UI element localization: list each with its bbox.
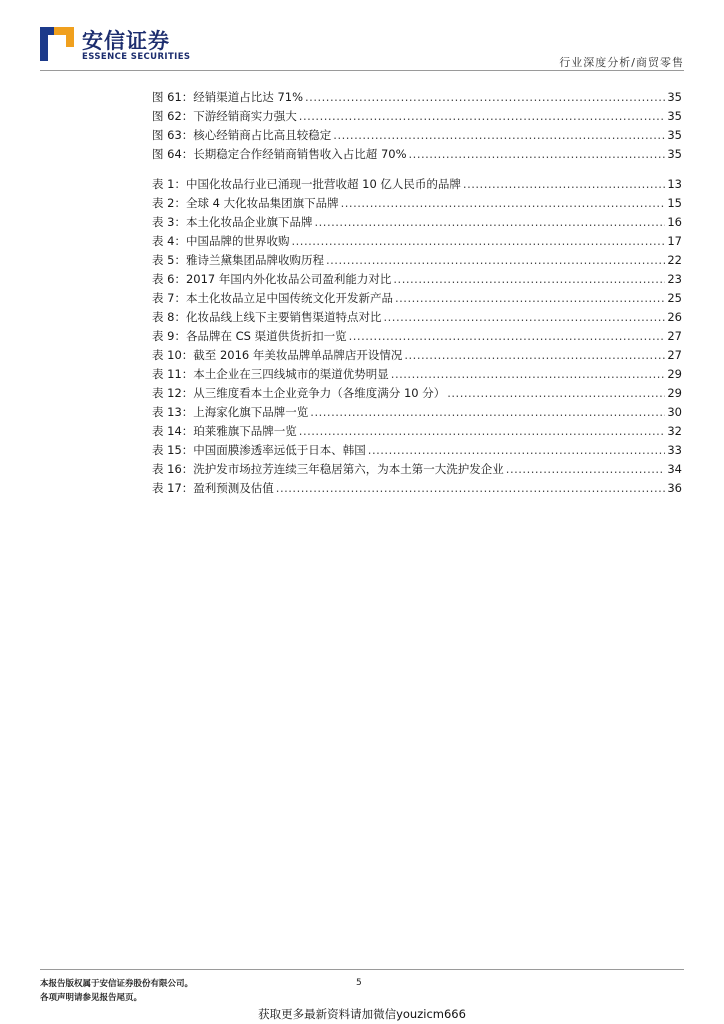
- toc-leader-dots: [393, 272, 665, 286]
- toc-entry-page: 35: [667, 147, 682, 161]
- toc-entry-label: 表 8：化妆品线上线下主要销售渠道特点对比: [152, 310, 382, 324]
- toc-entry-page: 27: [667, 348, 682, 362]
- toc-entry-page: 15: [667, 196, 682, 210]
- toc-leader-dots: [463, 177, 665, 191]
- footer-divider: [40, 969, 684, 970]
- toc-leader-dots: [314, 215, 665, 229]
- toc-entry-page: 35: [667, 109, 682, 123]
- essence-logo-icon: [40, 27, 74, 61]
- toc-entry-page: 22: [667, 253, 682, 267]
- copyright-notice: [40, 977, 193, 1005]
- toc-entry-figure[interactable]: [152, 146, 682, 165]
- toc-leader-dots: [391, 367, 666, 381]
- toc-entry-label: 表 6：2017 年国内外化妆品公司盈利能力对比: [152, 272, 392, 286]
- toc-entry-table[interactable]: [152, 233, 682, 252]
- toc-leader-dots: [310, 405, 665, 419]
- toc-entry-label: 表 4：中国品牌的世界收购: [152, 234, 290, 248]
- toc-entry-table[interactable]: [152, 176, 682, 195]
- toc-entry-figure[interactable]: [152, 108, 682, 127]
- toc-entry-page: 33: [667, 443, 682, 457]
- toc-entry-table[interactable]: [152, 195, 682, 214]
- toc-entry-table[interactable]: [152, 385, 682, 404]
- toc-entry-page: 35: [667, 90, 682, 104]
- toc-entry-label: 图 61：经销渠道占比达 71%: [152, 90, 304, 104]
- toc-entry-page: 36: [667, 481, 682, 495]
- toc-entry-page: 34: [667, 462, 682, 476]
- toc-entry-table[interactable]: [152, 442, 682, 461]
- toc-entry-page: 13: [667, 177, 682, 191]
- toc-entry-table[interactable]: [152, 347, 682, 366]
- toc-entry-table[interactable]: [152, 290, 682, 309]
- toc-entry-label: 图 63：核心经销商占比高且较稳定: [152, 128, 332, 142]
- toc-leader-dots: [341, 196, 666, 210]
- toc-entry-figure[interactable]: [152, 89, 682, 108]
- toc-entry-label: 表 16：洗护发市场拉芳连续三年稳居第六，为本土第一大洗护发企业: [152, 462, 504, 476]
- toc-leader-dots: [349, 329, 666, 343]
- figure-list: [152, 89, 682, 165]
- toc-leader-dots: [291, 234, 665, 248]
- logo-chinese-name: 安信证券: [82, 29, 170, 53]
- toc-leader-dots: [395, 291, 665, 305]
- toc-entry-page: 32: [667, 424, 682, 438]
- toc-entry-label: 图 64：长期稳定合作经销商销售收入占比超 70%: [152, 147, 407, 161]
- toc-entry-page: 17: [667, 234, 682, 248]
- toc-leader-dots: [409, 147, 666, 161]
- table-list: [152, 176, 682, 499]
- toc-entry-page: 16: [667, 215, 682, 229]
- table-of-contents: [152, 89, 682, 499]
- toc-entry-page: 27: [667, 329, 682, 343]
- toc-entry-label: 表 3：本土化妆品企业旗下品牌: [152, 215, 313, 229]
- toc-entry-label: 表 7：本土化妆品立足中国传统文化开发新产品: [152, 291, 393, 305]
- toc-entry-label: 表 11：本土企业在三四线城市的渠道优势明显: [152, 367, 389, 381]
- toc-entry-page: 29: [667, 386, 682, 400]
- toc-leader-dots: [368, 443, 666, 457]
- toc-leader-dots: [447, 386, 665, 400]
- report-section: 行业深度分析/商贸零售: [559, 56, 684, 69]
- toc-leader-dots: [305, 90, 665, 104]
- toc-entry-table[interactable]: [152, 309, 682, 328]
- toc-entry-table[interactable]: [152, 480, 682, 499]
- toc-entry-label: 表 5：雅诗兰黛集团品牌收购历程: [152, 253, 324, 267]
- toc-section-gap: [152, 165, 682, 176]
- toc-entry-table[interactable]: [152, 252, 682, 271]
- toc-entry-label: 表 12：从三维度看本土企业竞争力（各维度满分 10 分）: [152, 386, 446, 400]
- toc-entry-page: 30: [667, 405, 682, 419]
- toc-entry-page: 35: [667, 128, 682, 142]
- toc-entry-label: 表 10：截至 2016 年美妆品牌单品牌店开设情况: [152, 348, 403, 362]
- toc-entry-page: 29: [667, 367, 682, 381]
- toc-entry-label: 表 2：全球 4 大化妆品集团旗下品牌: [152, 196, 339, 210]
- disclaimer-line: 各项声明请参见报告尾页。: [40, 993, 143, 1003]
- toc-entry-table[interactable]: [152, 214, 682, 233]
- toc-leader-dots: [333, 128, 665, 142]
- toc-entry-page: 23: [667, 272, 682, 286]
- logo-english-name: ESSENCE SECURITIES: [82, 52, 191, 62]
- header-divider: [40, 70, 684, 71]
- copyright-line: 本报告版权属于安信证券股份有限公司。: [40, 979, 194, 989]
- toc-leader-dots: [506, 462, 666, 476]
- toc-entry-label: 图 62：下游经销商实力强大: [152, 109, 297, 123]
- bottom-note: 获取更多最新资料请加微信youzicm666: [258, 1007, 466, 1021]
- page-number: 5: [356, 978, 362, 988]
- toc-leader-dots: [326, 253, 665, 267]
- toc-entry-label: 表 15：中国面膜渗透率远低于日本、韩国: [152, 443, 366, 457]
- toc-entry-table[interactable]: [152, 404, 682, 423]
- toc-entry-table[interactable]: [152, 423, 682, 442]
- toc-leader-dots: [299, 109, 666, 123]
- toc-leader-dots: [276, 481, 666, 495]
- toc-leader-dots: [404, 348, 665, 362]
- toc-entry-label: 表 13：上海家化旗下品牌一览: [152, 405, 309, 419]
- toc-entry-page: 25: [667, 291, 682, 305]
- toc-entry-table[interactable]: [152, 271, 682, 290]
- toc-entry-figure[interactable]: [152, 127, 682, 146]
- company-logo: [40, 27, 200, 67]
- toc-leader-dots: [299, 424, 666, 438]
- toc-leader-dots: [383, 310, 665, 324]
- toc-entry-table[interactable]: [152, 366, 682, 385]
- toc-entry-label: 表 17：盈利预测及估值: [152, 481, 274, 495]
- toc-entry-label: 表 9：各品牌在 CS 渠道供货折扣一览: [152, 329, 347, 343]
- toc-entry-table[interactable]: [152, 328, 682, 347]
- toc-entry-label: 表 1：中国化妆品行业已涌现一批营收超 10 亿人民币的品牌: [152, 177, 461, 191]
- toc-entry-label: 表 14：珀莱雅旗下品牌一览: [152, 424, 297, 438]
- toc-entry-page: 26: [667, 310, 682, 324]
- toc-entry-table[interactable]: [152, 461, 682, 480]
